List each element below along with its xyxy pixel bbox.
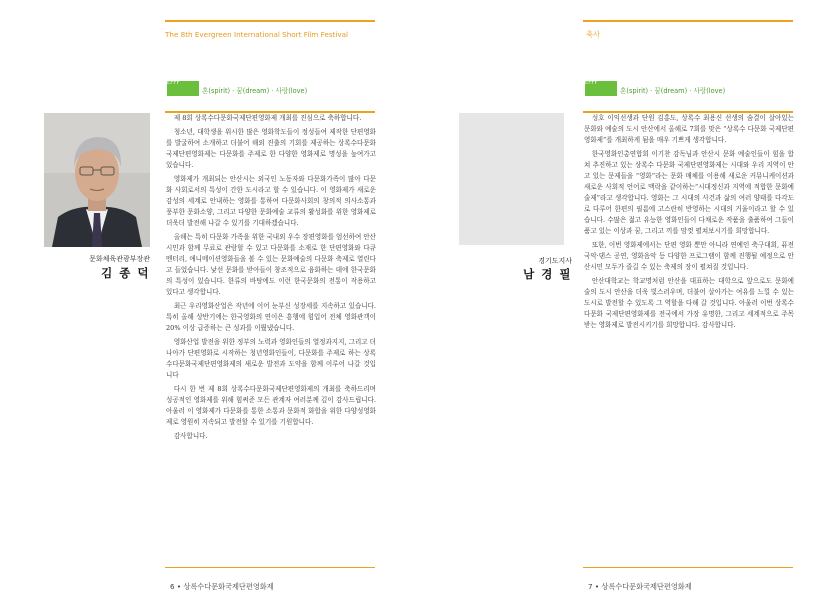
efff-logo-icon: EFFF — [167, 81, 199, 96]
paragraph: 청소년, 대학생을 위시한 많은 영화학도들이 정성들여 제작한 단편영화를 발굴하여 소개하고 더불어 해외 진출의 기회를 제공하는 상록수다문화국제단편영화제는 다문화를 주제로 한 다양한 영화제로 명성을 높여가고 있습니다. — [166, 128, 376, 169]
right-page — [418, 0, 835, 612]
tagline: 혼(spirit) · 꿈(dream) · 사랑(love) — [202, 87, 308, 95]
author-photo-placeholder — [459, 113, 564, 245]
author-portrait — [44, 113, 150, 247]
paragraph: 영화제가 개최되는 안산시는 외국인 노동자와 다문화가족이 많아 다문화 사회로서의 특성이 간한 도시라고 할 수 있습니다. 이 영화제가 새로운 감성의 세계로 안내하는 영화를 통하여 다문화사회의 창의적 의사소통과 풍부한 문화소양, 그리고 다양한 문화예술 교류의 활성화를 위한 영화제로 더욱더 발전해 나갈 수 있기를 기대하겠습니다. — [166, 175, 376, 227]
paragraph: 다시 한 번 제 8회 상록수다문화국제단편영화제의 개최를 축하드리며 성공적인 영화제를 위해 힘써준 모든 관계자 여러분께 깊이 감사드립니다. 아울러 이 영화제가 다문화를 통한 소통과 문화적 화합을 위한 다양성영화제로 영원히 지속되고 발전할 수 있기를 기원합니다. — [166, 385, 376, 426]
footer-rule — [583, 567, 793, 568]
paragraph: 또한, 이번 영화제에서는 단편 영화 뿐만 아니라 연예인 축구대회, 퓨전 국악·댄스 공연, 영화음악 등 다양한 프로그램이 함께 진행될 예정으로 안산시민 모두가 즐길 수 있는 축제의 장이 펼쳐질 것입니다. — [584, 241, 794, 271]
message-body — [584, 113, 794, 334]
paragraph: 감사합니다. — [173, 432, 208, 440]
author-name: 김 종 덕 — [101, 266, 150, 280]
paragraph: 올해는 특히 다문화 가족을 위한 국내외 우수 장편영화를 엄선하여 안산시민과 함께 무료로 관람할 수 있고 다문화를 소재로 한 단편영화와 다큐멘터리, 애니메이션영화들을 볼 수 있는 문화예술의 다문화 축제로 열린다고 들었습니다. 낯선 문화를 받아들이 창조적으로 융화하는 데에 한국문화의 특성이 있습니다. 한류의 바탕에도 이런 한국문화의 전통이 작용하고 있다고 생각합니다. — [166, 233, 376, 296]
portrait-photo — [44, 113, 150, 247]
header-rule — [165, 20, 375, 22]
paragraph: 제 8회 상록수다문화국제단편영화제 개최를 진심으로 축하합니다. — [173, 114, 362, 122]
paragraph: 한국영화인총연합회 이기찬 감독님과 안산시 문화 예술인들이 힘을 합쳐 추진하고 있는 상록수 다문화 국제단편영화제는 시대와 우리 지역이 안고 있는 문제들을 “영화”라는 문화 매체를 이용해 새로운 커뮤니케이션과 새로운 사회적 언어로 맥락을 같이하는“시대정신과 지역에 적합한 문화예술제”라고 생각합니다. 영화는 그 시대의 사건과 삶의 여러 양태를 다각도로 다루어 한편의 필름에 고스란히 반영하는 시대의 거울이라고 할 수 있습니다. 수많은 젊고 유능한 영화인들이 다채로운 작품을 출품하여 그들이 품고 있는 이상과 꿈, 그리고 끼를 맘껏 펼쳐보시기를 희망합니다. — [584, 150, 794, 235]
tagline: 혼(spirit) · 꿈(dream) · 사랑(love) — [620, 87, 726, 95]
paragraph: 영화산업 발전을 위한 정부의 노력과 영화인들의 열정과지지, 그리고 더 나아가 단편영화로 시작하는 청년영화인들이, 다문화를 주제로 하는 상록수다문화국제단편영화제의 새로운 발전과 도약을 함께 이루어 나갈 것입니다 — [166, 338, 376, 379]
page-header: 축사 — [586, 30, 600, 39]
paragraph: 최근 우리영화산업은 작년에 이어 눈부신 성장세를 지속하고 있습니다. 특히 올해 상반기에는 한국영화의 연이은 흥행에 힘입어 전체 영화관객이 20% 이상 급증하는 큰 성과를 이뤘냈습니다. — [166, 302, 376, 332]
author-name: 남 경 필 — [523, 267, 572, 281]
footer-rule — [165, 567, 375, 568]
paragraph: 안산대학교는 학교명처럼 안산을 대표하는 대학으로 앞으로도 문화예술의 도시 안산을 더욱 빛스러우며, 더불어 살아가는 여유를 느낄 수 있는 도시로 발전할 수 있도록 그 역할을 다해 갈 것입니다. 아울러 이번 상록수 다문화 국제단편영화제를 전국에서 가장 유명한, 그리고 세계적으로 주목받는 영화제로 발전시키기를 희망합니다. 감사합니다. — [584, 277, 794, 329]
header-rule — [583, 20, 793, 22]
author-role: 문화체육관광부장관 — [89, 255, 150, 263]
page-header: The 8th Evergreen International Short Film Festival — [165, 30, 348, 39]
message-body — [166, 113, 376, 445]
page-footer: 6 • 상록수다문화국제단편영화제 — [170, 582, 274, 591]
paragraph: 성호 이익선생과 단원 김홍도, 상록수 최용신 선생의 숨결이 살아있는 문화와 예술의 도시 안산에서 올해로 7회를 맞은 “상록수 다문화 국제단편영화제”를 개최하게 됨을 매우 기쁘게 생각합니다. — [584, 114, 794, 144]
efff-logo-icon: EFFF — [585, 81, 617, 96]
page-footer: 7 • 상록수다문화국제단편영화제 — [588, 582, 692, 591]
author-role: 경기도지사 — [538, 257, 572, 265]
